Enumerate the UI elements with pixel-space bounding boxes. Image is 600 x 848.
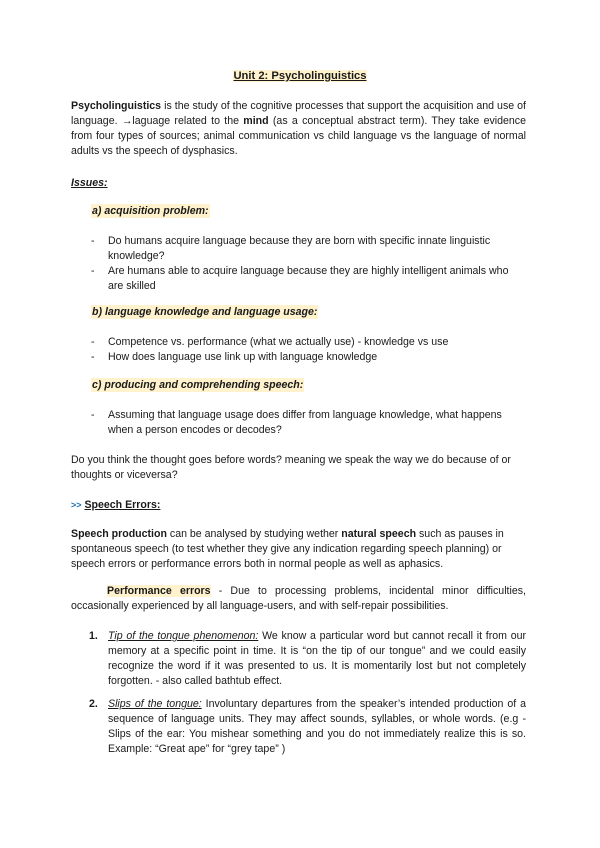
- page-title: Unit 2: Psycholinguistics: [233, 70, 367, 82]
- error-item-slips-of-tongue: 2. Slips of the tongue: Involuntary departures from the speaker’s intended production of a sequence of language units. They may affect sounds, syllables, or whole words. (e.g - Slips of the ear: You mishear something and you do not immediately realize this is so. Example: “Great ape” for “grey tape” ): [89, 698, 526, 755]
- speech-errors-heading: >> Speech Errors:: [71, 499, 161, 511]
- issues-heading: Issues:: [71, 177, 108, 189]
- section-a-list: [91, 234, 526, 294]
- intro-term: Psycholinguistics: [71, 100, 162, 112]
- list-item: - Assuming that language usage does differ from language knowledge, what happens when a person encodes or decodes?: [91, 408, 526, 438]
- natural-speech-term: natural speech: [341, 528, 417, 540]
- intro-mind: mind: [243, 115, 269, 127]
- section-b-list: [91, 335, 526, 365]
- section-c-list: [91, 408, 526, 438]
- section-heading-a: a) acquisition problem:: [92, 205, 209, 217]
- intro-paragraph: Psycholinguistics is the study of the cognitive processes that support the acquisition and use of language. →laguage related to the mind (as a conceptual abstract term). They take evidence from four types of sources; animal communication vs child language vs the language of normal adults vs the speech of dysphasics.: [71, 100, 526, 157]
- performance-errors-paragraph: Performance errors - Due to processing problems, incidental minor difficulties, occasionally experienced by all language-users, and with self-repair possibilities.: [71, 585, 526, 612]
- list-item: - Competence vs. performance (what we actually use) - knowledge vs use: [91, 335, 526, 350]
- list-item: - How does language use link up with language knowledge: [91, 350, 526, 365]
- error-item-tip-of-tongue: 1. Tip of the tongue phenomenon: We know a particular word but cannot recall it from our memory at a specific point in time. It is “on the tip of our tongue” and we could easily recognize the word if it was presented to us. It is momentarily lost but not completely forgotten. - also called bathtub effect.: [89, 630, 527, 687]
- list-item: - Are humans able to acquire language because they are highly intelligent animals who are skilled: [91, 264, 526, 294]
- section-heading-b: b) language knowledge and language usage:: [92, 306, 318, 318]
- error-types-list: [89, 629, 526, 765]
- speech-production-term: Speech production: [71, 528, 167, 540]
- list-item: - Do humans acquire language because they are born with specific innate linguistic knowledge?: [91, 234, 526, 264]
- performance-errors-term: Performance errors: [107, 585, 211, 597]
- question-paragraph: Do you think the thought goes before words? meaning we speak the way we do because of or thoughts or viceversa?: [71, 454, 511, 481]
- arrows-glyph: >>: [71, 500, 82, 510]
- section-heading-c: c) producing and comprehending speech:: [92, 379, 304, 391]
- speech-production-paragraph: Speech production can be analysed by studying wether natural speech such as pauses in spontaneous speech (to test whether they give any indication regarding speech planning) or speech errors or performance errors both in normal people as well as aphasics.: [71, 528, 504, 570]
